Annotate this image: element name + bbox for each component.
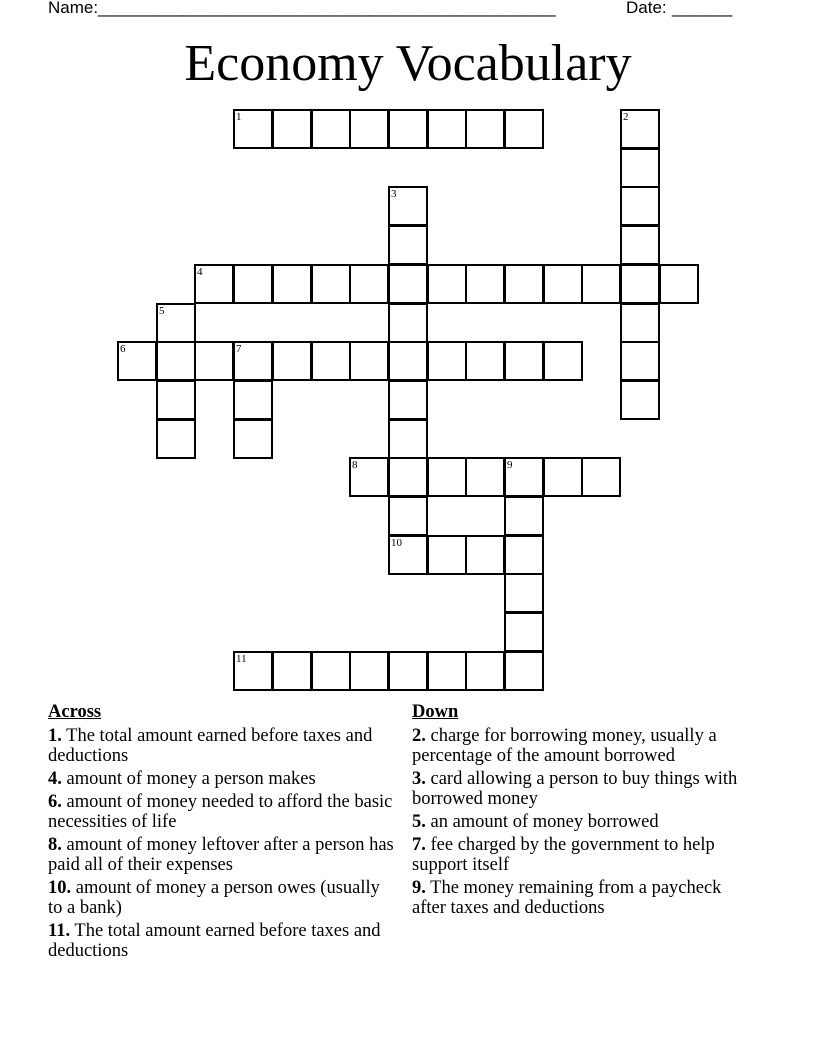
grid-cell[interactable] — [388, 457, 428, 497]
grid-cell[interactable] — [620, 303, 660, 343]
grid-cell[interactable] — [311, 109, 351, 149]
grid-cell[interactable] — [659, 264, 699, 304]
grid-cell[interactable] — [388, 303, 428, 343]
grid-cell[interactable] — [272, 341, 312, 381]
grid-cell[interactable] — [156, 419, 196, 459]
grid-cell[interactable] — [388, 535, 428, 575]
clue-number-label: 10 — [391, 537, 402, 549]
grid-cell[interactable] — [233, 264, 273, 304]
grid-cell[interactable] — [504, 457, 544, 497]
grid-cell[interactable] — [620, 186, 660, 226]
grid-cell[interactable] — [504, 612, 544, 652]
down-heading: Down — [412, 702, 459, 722]
grid-cell[interactable] — [504, 651, 544, 691]
grid-cell[interactable] — [388, 380, 428, 420]
grid-cell[interactable] — [233, 109, 273, 149]
grid-cell[interactable] — [543, 341, 583, 381]
clue-number-label: 8 — [352, 459, 358, 471]
clue-number-label: 7 — [236, 343, 242, 355]
grid-cell[interactable] — [388, 225, 428, 265]
clue-down-9: 9. The money remaining from a paycheck after taxes and deductions — [412, 878, 722, 918]
across-heading: Across — [48, 702, 102, 722]
grid-cell[interactable] — [543, 457, 583, 497]
grid-cell[interactable] — [156, 380, 196, 420]
grid-cell[interactable] — [388, 341, 428, 381]
clue-number-label: 4 — [197, 266, 203, 278]
clue-down-7: 7. fee charged by the government to help support itself — [412, 835, 715, 875]
grid-cell[interactable] — [465, 264, 505, 304]
clue-number-label: 9 — [507, 459, 513, 471]
clue-number-label: 5 — [159, 305, 165, 317]
clue-number-label: 2 — [623, 111, 629, 123]
grid-cell[interactable] — [272, 264, 312, 304]
name-label: Name: — [48, 0, 99, 17]
grid-cell[interactable] — [427, 341, 467, 381]
grid-cell[interactable] — [465, 651, 505, 691]
grid-cell[interactable] — [427, 457, 467, 497]
grid-cell[interactable] — [349, 264, 389, 304]
grid-cell[interactable] — [620, 109, 660, 149]
clue-across-10: 10. amount of money a person owes (usually to a bank) — [48, 878, 380, 918]
grid-cell[interactable] — [156, 341, 196, 381]
grid-cell[interactable] — [504, 573, 544, 613]
grid-cell[interactable] — [233, 380, 273, 420]
across-clues — [48, 702, 398, 964]
grid-cell[interactable] — [233, 341, 273, 381]
grid-cell[interactable] — [504, 109, 544, 149]
grid-cell[interactable] — [504, 535, 544, 575]
grid-cell[interactable] — [581, 264, 621, 304]
grid-cell[interactable] — [388, 496, 428, 536]
clue-across-4: 4. amount of money a person makes — [48, 769, 316, 789]
down-clues — [412, 702, 752, 921]
grid-cell[interactable] — [311, 651, 351, 691]
grid-cell[interactable] — [194, 341, 234, 381]
clue-down-3: 3. card allowing a person to buy things with borrowed money — [412, 769, 738, 809]
date-field[interactable]: _______ — [672, 0, 732, 17]
grid-cell[interactable] — [465, 341, 505, 381]
clue-down-2: 2. charge for borrowing money, usually a percentage of the amount borrowed — [412, 726, 717, 766]
clue-number-label: 3 — [391, 188, 397, 200]
clue-across-6: 6. amount of money needed to afford the basic necessities of life — [48, 792, 393, 832]
grid-cell[interactable] — [620, 380, 660, 420]
grid-cell[interactable] — [504, 496, 544, 536]
name-field[interactable]: ______________________________________________________ — [98, 0, 555, 17]
page-title: Economy Vocabulary — [184, 35, 632, 92]
grid-cell[interactable] — [349, 109, 389, 149]
grid-cell[interactable] — [427, 535, 467, 575]
grid-cell[interactable] — [388, 264, 428, 304]
grid-cell[interactable] — [620, 148, 660, 188]
clue-across-1: 1. The total amount earned before taxes and deductions — [48, 726, 373, 766]
grid-cell[interactable] — [543, 264, 583, 304]
grid-cell[interactable] — [194, 264, 234, 304]
grid-cell[interactable] — [388, 186, 428, 226]
grid-cell[interactable] — [311, 264, 351, 304]
grid-cell[interactable] — [311, 341, 351, 381]
clue-across-11: 11. The total amount earned before taxes and deductions — [48, 921, 381, 961]
clue-number-label: 1 — [236, 111, 242, 123]
clue-across-8: 8. amount of money leftover after a person has paid all of their expenses — [48, 835, 394, 875]
grid-cell[interactable] — [117, 341, 157, 381]
grid-cell[interactable] — [272, 651, 312, 691]
grid-cell[interactable] — [233, 651, 273, 691]
grid-cell[interactable] — [156, 303, 196, 343]
grid-cell[interactable] — [581, 457, 621, 497]
grid-cell[interactable] — [388, 651, 428, 691]
grid-cell[interactable] — [504, 341, 544, 381]
grid-cell[interactable] — [233, 419, 273, 459]
grid-cell[interactable] — [427, 264, 467, 304]
grid-cell[interactable] — [388, 419, 428, 459]
clue-number-label: 11 — [236, 653, 247, 665]
grid-cell[interactable] — [349, 651, 389, 691]
clue-down-5: 5. an amount of money borrowed — [412, 812, 659, 832]
grid-cell[interactable] — [620, 264, 660, 304]
grid-cell[interactable] — [427, 651, 467, 691]
grid-cell[interactable] — [620, 225, 660, 265]
grid-cell[interactable] — [465, 535, 505, 575]
grid-cell[interactable] — [465, 457, 505, 497]
grid-cell[interactable] — [272, 109, 312, 149]
grid-cell[interactable] — [349, 341, 389, 381]
grid-cell[interactable] — [620, 341, 660, 381]
grid-cell[interactable] — [388, 109, 428, 149]
date-label: Date: — [626, 0, 667, 17]
clue-number-label: 6 — [120, 343, 126, 355]
grid-cell[interactable] — [465, 109, 505, 149]
grid-cell[interactable] — [349, 457, 389, 497]
grid-cell[interactable] — [427, 109, 467, 149]
grid-cell[interactable] — [504, 264, 544, 304]
